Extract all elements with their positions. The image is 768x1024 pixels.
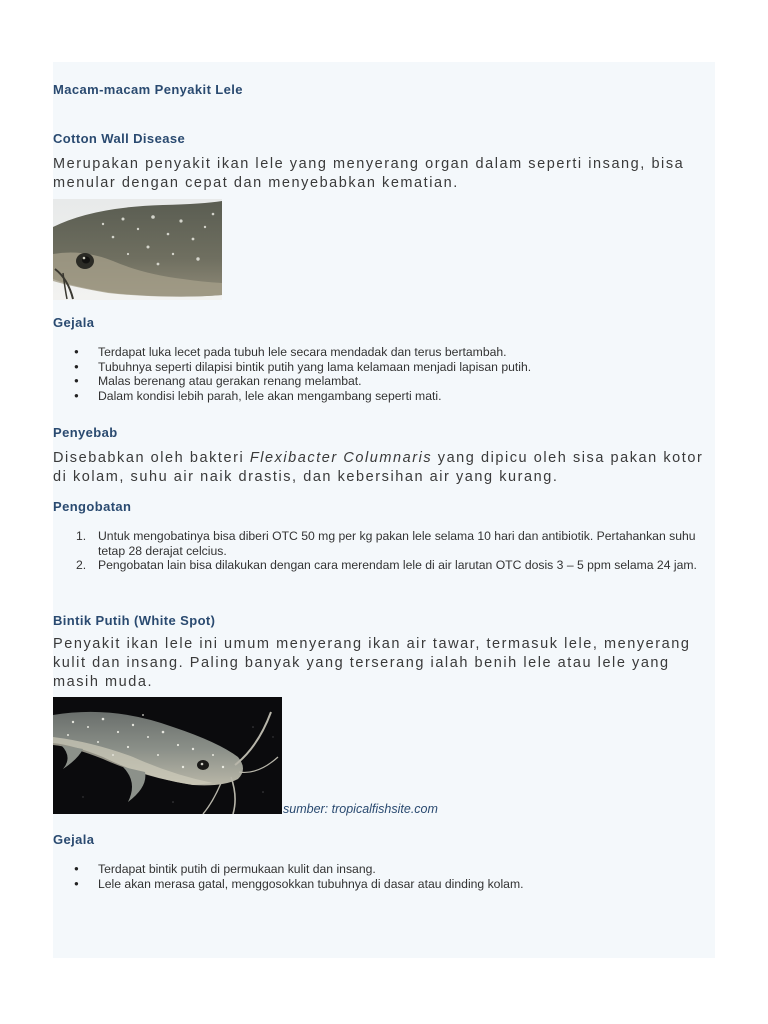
document-title: Macam-macam Penyakit Lele [53,82,243,97]
list-number: 2. [76,558,87,572]
catfish-image-1 [53,199,222,300]
catfish-photo-cotton-wall [53,199,222,300]
section-heading-penyebab: Penyebab [53,425,118,440]
list-item-text: Pengobatan lain bisa dilakukan dengan cara merendam lele di air larutan OTC dosis 3 – 5 ppm selama 24 jam. [98,558,697,572]
catfish-image-2 [53,697,282,814]
list-item [76,529,716,558]
list-item: ● Tubuhnya seperti dilapisi bintik putih yang lama kelamaan menjadi lapisan putih. [76,360,716,375]
penyebab-text-end: yang dipicu oleh sisa pakan kotor di kolam, suhu air naik drastis, dan kebersihan air yang kurang. [53,450,704,485]
list-item: ● Terdapat bintik putih di permukaan kulit dan insang. [76,862,716,877]
penyebab-text-start: Disebabkan oleh bakteri [53,450,250,466]
list-item: ● Lele akan merasa gatal, menggosokkan tubuhnya di dasar atau dinding kolam. [76,877,716,892]
catfish-photo-white-spot [53,697,282,814]
section-heading-gejala-1: Gejala [53,315,95,330]
section-heading-white-spot: Bintik Putih (White Spot) [53,613,216,628]
section-heading-gejala-2: Gejala [53,832,95,847]
section-heading-cotton-wall: Cotton Wall Disease [53,131,186,146]
document-page [53,62,715,958]
bacteria-name: Flexibacter Columnaris [249,450,433,466]
image-source-caption: sumber: tropicalfishsite.com [283,802,438,816]
section-heading-pengobatan: Pengobatan [53,499,132,514]
symptom-list-1 [76,345,716,403]
paragraph-cotton-wall-intro: Merupakan penyakit ikan lele yang menyerang organ dalam seperti insang, bisa menular dengan cepat dan menyebabkan kematian. [53,156,685,191]
list-item: ● Dalam kondisi lebih parah, lele akan mengambang seperti mati. [76,389,716,404]
list-item-text: Untuk mengobatinya bisa diberi OTC 50 mg per kg pakan lele selama 10 hari dan antibiotik. Pertahankan suhu tetap 28 derajat celcius. [98,529,696,558]
paragraph-white-spot-intro: Penyakit ikan lele ini umum menyerang ikan air tawar, termasuk lele, menyerang kulit dan insang. Paling banyak yang terserang ialah benih lele atau lele yang masih muda. [53,636,691,690]
list-number: 1. [76,529,87,543]
list-item [76,558,716,573]
symptom-list-2 [76,862,716,891]
treatment-list [76,529,716,573]
list-item: ● Malas berenang atau gerakan renang melambat. [76,374,716,389]
paragraph-penyebab [53,449,713,487]
list-item: ● Terdapat luka lecet pada tubuh lele secara mendadak dan terus bertambah. [76,345,716,360]
